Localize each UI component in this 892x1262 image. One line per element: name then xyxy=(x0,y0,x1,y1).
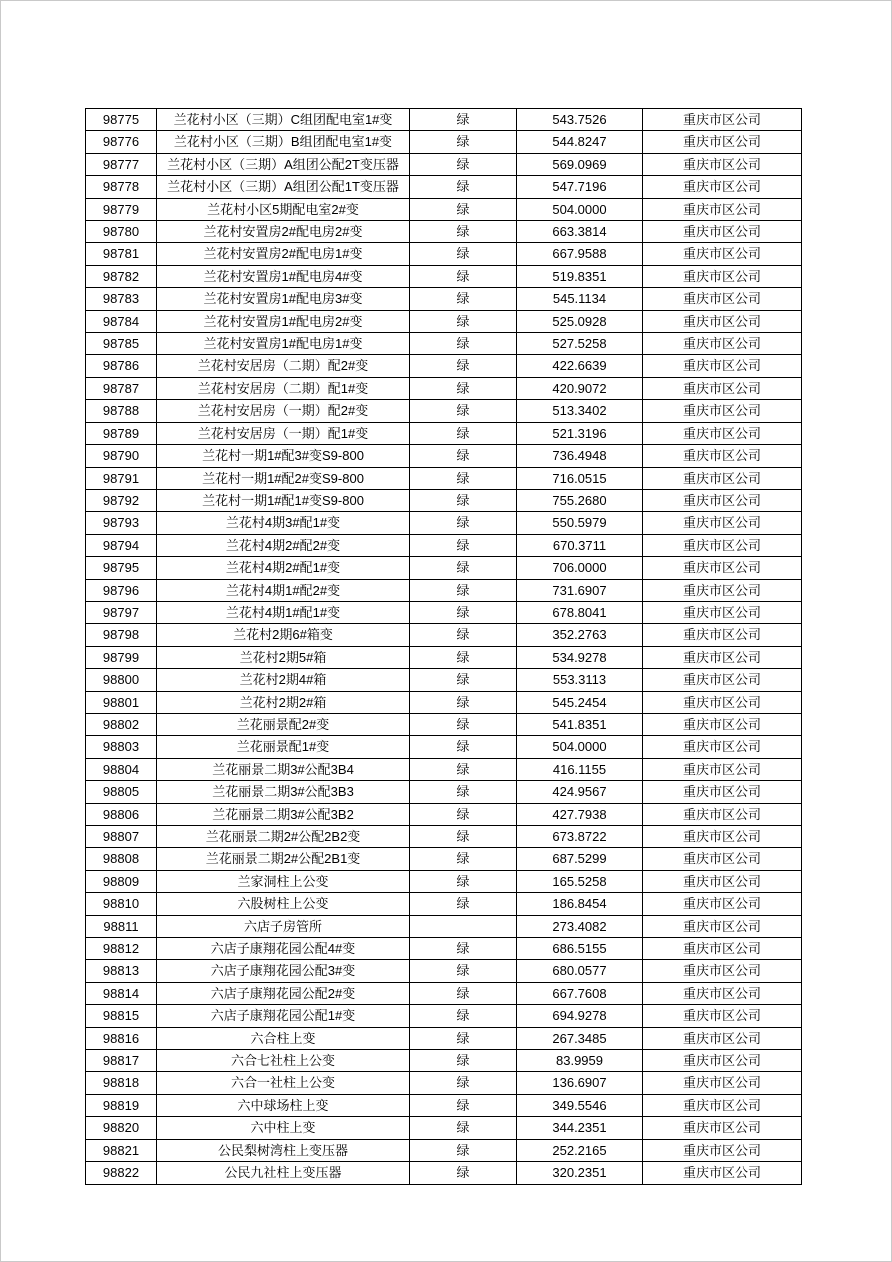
table-row xyxy=(86,489,802,511)
cell-name: 兰花村2期5#箱 xyxy=(157,646,410,668)
cell-name: 兰花村小区（三期）C组团配电室1#变 xyxy=(157,109,410,131)
cell-status: 绿 xyxy=(410,489,517,511)
table-row xyxy=(86,1139,802,1161)
cell-value: 422.6639 xyxy=(517,355,643,377)
cell-status: 绿 xyxy=(410,982,517,1004)
cell-name: 六店子房管所 xyxy=(157,915,410,937)
cell-id: 98796 xyxy=(86,579,157,601)
cell-id: 98792 xyxy=(86,489,157,511)
cell-name: 六合一社柱上公变 xyxy=(157,1072,410,1094)
cell-name: 兰花村一期1#配3#变S9-800 xyxy=(157,445,410,467)
cell-value: 547.7196 xyxy=(517,176,643,198)
cell-name: 兰花丽景配1#变 xyxy=(157,736,410,758)
cell-id: 98778 xyxy=(86,176,157,198)
cell-company: 重庆市区公司 xyxy=(643,781,802,803)
table-row xyxy=(86,870,802,892)
cell-value: 541.8351 xyxy=(517,713,643,735)
table-row xyxy=(86,557,802,579)
cell-id: 98819 xyxy=(86,1094,157,1116)
cell-name: 兰家洞柱上公变 xyxy=(157,870,410,892)
cell-value: 349.5546 xyxy=(517,1094,643,1116)
cell-id: 98820 xyxy=(86,1117,157,1139)
cell-value: 527.5258 xyxy=(517,333,643,355)
cell-name: 兰花村安置房1#配电房3#变 xyxy=(157,288,410,310)
table-row xyxy=(86,109,802,131)
cell-id: 98799 xyxy=(86,646,157,668)
table-row xyxy=(86,534,802,556)
cell-id: 98784 xyxy=(86,310,157,332)
cell-id: 98780 xyxy=(86,221,157,243)
table-row xyxy=(86,1005,802,1027)
cell-id: 98795 xyxy=(86,557,157,579)
cell-company: 重庆市区公司 xyxy=(643,624,802,646)
cell-value: 427.7938 xyxy=(517,803,643,825)
cell-status: 绿 xyxy=(410,198,517,220)
cell-company: 重庆市区公司 xyxy=(643,176,802,198)
cell-name: 六店子康翔花园公配4#变 xyxy=(157,938,410,960)
table-row xyxy=(86,265,802,287)
cell-name: 兰花村安居房（一期）配2#变 xyxy=(157,400,410,422)
cell-status: 绿 xyxy=(410,176,517,198)
cell-status: 绿 xyxy=(410,400,517,422)
cell-id: 98775 xyxy=(86,109,157,131)
cell-status: 绿 xyxy=(410,624,517,646)
cell-name: 兰花村安居房（二期）配2#变 xyxy=(157,355,410,377)
cell-id: 98782 xyxy=(86,265,157,287)
cell-status: 绿 xyxy=(410,377,517,399)
table-row xyxy=(86,400,802,422)
cell-value: 545.2454 xyxy=(517,691,643,713)
cell-name: 兰花村一期1#配2#变S9-800 xyxy=(157,467,410,489)
cell-value: 83.9959 xyxy=(517,1050,643,1072)
cell-status: 绿 xyxy=(410,355,517,377)
cell-value: 165.5258 xyxy=(517,870,643,892)
cell-company: 重庆市区公司 xyxy=(643,1117,802,1139)
cell-value: 545.1134 xyxy=(517,288,643,310)
cell-status xyxy=(410,915,517,937)
cell-value: 519.8351 xyxy=(517,265,643,287)
cell-company: 重庆市区公司 xyxy=(643,1005,802,1027)
cell-status: 绿 xyxy=(410,1072,517,1094)
cell-status: 绿 xyxy=(410,646,517,668)
table-row xyxy=(86,826,802,848)
cell-id: 98812 xyxy=(86,938,157,960)
table-row xyxy=(86,467,802,489)
cell-value: 504.0000 xyxy=(517,736,643,758)
cell-name: 兰花村4期2#配1#变 xyxy=(157,557,410,579)
table-row xyxy=(86,176,802,198)
cell-status: 绿 xyxy=(410,601,517,623)
cell-id: 98794 xyxy=(86,534,157,556)
cell-name: 六合七社柱上公变 xyxy=(157,1050,410,1072)
cell-status: 绿 xyxy=(410,1162,517,1184)
cell-id: 98800 xyxy=(86,669,157,691)
cell-company: 重庆市区公司 xyxy=(643,512,802,534)
cell-status: 绿 xyxy=(410,265,517,287)
cell-company: 重庆市区公司 xyxy=(643,422,802,444)
table-row xyxy=(86,198,802,220)
cell-value: 706.0000 xyxy=(517,557,643,579)
table-row xyxy=(86,938,802,960)
cell-name: 六店子康翔花园公配3#变 xyxy=(157,960,410,982)
cell-name: 兰花村2期2#箱 xyxy=(157,691,410,713)
cell-company: 重庆市区公司 xyxy=(643,1094,802,1116)
cell-name: 兰花村小区（三期）A组团公配1T变压器 xyxy=(157,176,410,198)
cell-value: 686.5155 xyxy=(517,938,643,960)
cell-name: 兰花村安居房（二期）配1#变 xyxy=(157,377,410,399)
cell-status: 绿 xyxy=(410,243,517,265)
cell-id: 98808 xyxy=(86,848,157,870)
cell-id: 98785 xyxy=(86,333,157,355)
cell-value: 694.9278 xyxy=(517,1005,643,1027)
cell-id: 98798 xyxy=(86,624,157,646)
cell-name: 兰花村小区5期配电室2#变 xyxy=(157,198,410,220)
cell-status: 绿 xyxy=(410,1005,517,1027)
cell-name: 公民九社柱上变压器 xyxy=(157,1162,410,1184)
cell-company: 重庆市区公司 xyxy=(643,960,802,982)
cell-id: 98806 xyxy=(86,803,157,825)
cell-value: 252.2165 xyxy=(517,1139,643,1161)
cell-name: 兰花丽景二期3#公配3B4 xyxy=(157,758,410,780)
cell-value: 667.7608 xyxy=(517,982,643,1004)
cell-status: 绿 xyxy=(410,870,517,892)
cell-status: 绿 xyxy=(410,691,517,713)
cell-status: 绿 xyxy=(410,1139,517,1161)
cell-status: 绿 xyxy=(410,109,517,131)
cell-status: 绿 xyxy=(410,893,517,915)
cell-id: 98805 xyxy=(86,781,157,803)
table-row xyxy=(86,915,802,937)
cell-name: 六股树柱上公变 xyxy=(157,893,410,915)
table-row xyxy=(86,893,802,915)
cell-company: 重庆市区公司 xyxy=(643,803,802,825)
table-row xyxy=(86,803,802,825)
cell-id: 98783 xyxy=(86,288,157,310)
cell-name: 兰花村2期4#箱 xyxy=(157,669,410,691)
cell-id: 98815 xyxy=(86,1005,157,1027)
cell-name: 兰花村安置房1#配电房4#变 xyxy=(157,265,410,287)
cell-value: 513.3402 xyxy=(517,400,643,422)
cell-company: 重庆市区公司 xyxy=(643,915,802,937)
cell-value: 673.8722 xyxy=(517,826,643,848)
cell-status: 绿 xyxy=(410,781,517,803)
cell-company: 重庆市区公司 xyxy=(643,1050,802,1072)
table-row xyxy=(86,579,802,601)
table-row xyxy=(86,646,802,668)
cell-status: 绿 xyxy=(410,1050,517,1072)
table-row xyxy=(86,848,802,870)
cell-value: 344.2351 xyxy=(517,1117,643,1139)
cell-status: 绿 xyxy=(410,713,517,735)
table-row xyxy=(86,131,802,153)
cell-value: 424.9567 xyxy=(517,781,643,803)
cell-name: 兰花村安居房（一期）配1#变 xyxy=(157,422,410,444)
cell-value: 731.6907 xyxy=(517,579,643,601)
cell-name: 兰花丽景二期2#公配2B2变 xyxy=(157,826,410,848)
table-row xyxy=(86,153,802,175)
cell-company: 重庆市区公司 xyxy=(643,355,802,377)
table-row xyxy=(86,781,802,803)
cell-id: 98817 xyxy=(86,1050,157,1072)
cell-value: 678.8041 xyxy=(517,601,643,623)
cell-status: 绿 xyxy=(410,467,517,489)
cell-id: 98814 xyxy=(86,982,157,1004)
cell-id: 98821 xyxy=(86,1139,157,1161)
cell-id: 98813 xyxy=(86,960,157,982)
cell-company: 重庆市区公司 xyxy=(643,601,802,623)
cell-value: 687.5299 xyxy=(517,848,643,870)
table-row xyxy=(86,736,802,758)
cell-id: 98803 xyxy=(86,736,157,758)
cell-status: 绿 xyxy=(410,826,517,848)
cell-name: 六中球场柱上变 xyxy=(157,1094,410,1116)
cell-company: 重庆市区公司 xyxy=(643,109,802,131)
cell-status: 绿 xyxy=(410,131,517,153)
cell-status: 绿 xyxy=(410,534,517,556)
cell-status: 绿 xyxy=(410,1094,517,1116)
cell-value: 553.3113 xyxy=(517,669,643,691)
cell-company: 重庆市区公司 xyxy=(643,534,802,556)
cell-value: 273.4082 xyxy=(517,915,643,937)
table-row xyxy=(86,1027,802,1049)
cell-company: 重庆市区公司 xyxy=(643,333,802,355)
cell-status: 绿 xyxy=(410,1117,517,1139)
cell-company: 重庆市区公司 xyxy=(643,557,802,579)
cell-status: 绿 xyxy=(410,153,517,175)
cell-status: 绿 xyxy=(410,422,517,444)
cell-value: 504.0000 xyxy=(517,198,643,220)
table-row xyxy=(86,445,802,467)
cell-company: 重庆市区公司 xyxy=(643,445,802,467)
cell-name: 兰花村4期1#配1#变 xyxy=(157,601,410,623)
cell-id: 98802 xyxy=(86,713,157,735)
equipment-table xyxy=(85,108,802,1185)
cell-status: 绿 xyxy=(410,736,517,758)
cell-id: 98791 xyxy=(86,467,157,489)
cell-value: 267.3485 xyxy=(517,1027,643,1049)
table-body xyxy=(86,109,802,1185)
cell-value: 550.5979 xyxy=(517,512,643,534)
cell-value: 420.9072 xyxy=(517,377,643,399)
cell-name: 兰花村安置房2#配电房2#变 xyxy=(157,221,410,243)
cell-company: 重庆市区公司 xyxy=(643,758,802,780)
cell-id: 98793 xyxy=(86,512,157,534)
cell-value: 667.9588 xyxy=(517,243,643,265)
cell-status: 绿 xyxy=(410,669,517,691)
cell-name: 兰花村小区（三期）B组团配电室1#变 xyxy=(157,131,410,153)
cell-company: 重庆市区公司 xyxy=(643,713,802,735)
table-row xyxy=(86,713,802,735)
cell-id: 98786 xyxy=(86,355,157,377)
cell-id: 98801 xyxy=(86,691,157,713)
cell-company: 重庆市区公司 xyxy=(643,400,802,422)
cell-name: 六店子康翔花园公配2#变 xyxy=(157,982,410,1004)
cell-name: 兰花村4期1#配2#变 xyxy=(157,579,410,601)
table-row xyxy=(86,310,802,332)
cell-status: 绿 xyxy=(410,938,517,960)
cell-company: 重庆市区公司 xyxy=(643,489,802,511)
cell-name: 兰花村2期6#箱变 xyxy=(157,624,410,646)
cell-status: 绿 xyxy=(410,221,517,243)
cell-name: 六合柱上变 xyxy=(157,1027,410,1049)
cell-value: 543.7526 xyxy=(517,109,643,131)
cell-status: 绿 xyxy=(410,333,517,355)
cell-value: 525.0928 xyxy=(517,310,643,332)
cell-value: 320.2351 xyxy=(517,1162,643,1184)
cell-status: 绿 xyxy=(410,803,517,825)
cell-name: 六中柱上变 xyxy=(157,1117,410,1139)
cell-company: 重庆市区公司 xyxy=(643,579,802,601)
table-row xyxy=(86,243,802,265)
cell-status: 绿 xyxy=(410,310,517,332)
cell-company: 重庆市区公司 xyxy=(643,243,802,265)
cell-company: 重庆市区公司 xyxy=(643,691,802,713)
cell-company: 重庆市区公司 xyxy=(643,467,802,489)
cell-id: 98807 xyxy=(86,826,157,848)
table-row xyxy=(86,982,802,1004)
cell-company: 重庆市区公司 xyxy=(643,938,802,960)
cell-id: 98809 xyxy=(86,870,157,892)
table-row xyxy=(86,1094,802,1116)
cell-id: 98811 xyxy=(86,915,157,937)
cell-value: 534.9278 xyxy=(517,646,643,668)
table-row xyxy=(86,601,802,623)
table-row xyxy=(86,333,802,355)
cell-company: 重庆市区公司 xyxy=(643,288,802,310)
cell-value: 544.8247 xyxy=(517,131,643,153)
cell-company: 重庆市区公司 xyxy=(643,646,802,668)
cell-company: 重庆市区公司 xyxy=(643,1139,802,1161)
cell-name: 兰花丽景二期3#公配3B2 xyxy=(157,803,410,825)
cell-value: 136.6907 xyxy=(517,1072,643,1094)
cell-id: 98816 xyxy=(86,1027,157,1049)
cell-value: 352.2763 xyxy=(517,624,643,646)
cell-name: 六店子康翔花园公配1#变 xyxy=(157,1005,410,1027)
table-row xyxy=(86,960,802,982)
cell-company: 重庆市区公司 xyxy=(643,848,802,870)
cell-value: 521.3196 xyxy=(517,422,643,444)
table-row xyxy=(86,288,802,310)
cell-company: 重庆市区公司 xyxy=(643,736,802,758)
cell-value: 186.8454 xyxy=(517,893,643,915)
cell-id: 98787 xyxy=(86,377,157,399)
cell-name: 兰花村安置房2#配电房1#变 xyxy=(157,243,410,265)
cell-company: 重庆市区公司 xyxy=(643,1072,802,1094)
cell-status: 绿 xyxy=(410,557,517,579)
cell-id: 98797 xyxy=(86,601,157,623)
cell-company: 重庆市区公司 xyxy=(643,310,802,332)
cell-id: 98790 xyxy=(86,445,157,467)
cell-id: 98818 xyxy=(86,1072,157,1094)
cell-id: 98777 xyxy=(86,153,157,175)
cell-id: 98788 xyxy=(86,400,157,422)
cell-name: 兰花丽景二期2#公配2B1变 xyxy=(157,848,410,870)
cell-company: 重庆市区公司 xyxy=(643,377,802,399)
cell-value: 416.1155 xyxy=(517,758,643,780)
cell-company: 重庆市区公司 xyxy=(643,1027,802,1049)
table-row xyxy=(86,377,802,399)
table-row xyxy=(86,355,802,377)
cell-id: 98789 xyxy=(86,422,157,444)
cell-name: 兰花丽景配2#变 xyxy=(157,713,410,735)
table-row xyxy=(86,691,802,713)
table-row xyxy=(86,1117,802,1139)
table-row xyxy=(86,221,802,243)
cell-company: 重庆市区公司 xyxy=(643,826,802,848)
cell-status: 绿 xyxy=(410,960,517,982)
cell-status: 绿 xyxy=(410,445,517,467)
cell-company: 重庆市区公司 xyxy=(643,982,802,1004)
cell-value: 569.0969 xyxy=(517,153,643,175)
cell-value: 663.3814 xyxy=(517,221,643,243)
cell-name: 公民梨树湾柱上变压器 xyxy=(157,1139,410,1161)
cell-name: 兰花村安置房1#配电房2#变 xyxy=(157,310,410,332)
cell-status: 绿 xyxy=(410,579,517,601)
cell-name: 兰花丽景二期3#公配3B3 xyxy=(157,781,410,803)
cell-status: 绿 xyxy=(410,848,517,870)
cell-status: 绿 xyxy=(410,512,517,534)
cell-id: 98810 xyxy=(86,893,157,915)
table-row xyxy=(86,512,802,534)
cell-company: 重庆市区公司 xyxy=(643,1162,802,1184)
cell-value: 755.2680 xyxy=(517,489,643,511)
cell-status: 绿 xyxy=(410,1027,517,1049)
cell-status: 绿 xyxy=(410,288,517,310)
cell-company: 重庆市区公司 xyxy=(643,893,802,915)
cell-name: 兰花村小区（三期）A组团公配2T变压器 xyxy=(157,153,410,175)
cell-id: 98822 xyxy=(86,1162,157,1184)
cell-company: 重庆市区公司 xyxy=(643,870,802,892)
cell-name: 兰花村一期1#配1#变S9-800 xyxy=(157,489,410,511)
cell-status: 绿 xyxy=(410,758,517,780)
table-row xyxy=(86,758,802,780)
table-row xyxy=(86,624,802,646)
cell-company: 重庆市区公司 xyxy=(643,153,802,175)
cell-company: 重庆市区公司 xyxy=(643,669,802,691)
cell-name: 兰花村4期3#配1#变 xyxy=(157,512,410,534)
cell-company: 重庆市区公司 xyxy=(643,131,802,153)
table-row xyxy=(86,422,802,444)
table-row xyxy=(86,669,802,691)
cell-id: 98779 xyxy=(86,198,157,220)
cell-id: 98776 xyxy=(86,131,157,153)
cell-name: 兰花村4期2#配2#变 xyxy=(157,534,410,556)
cell-value: 680.0577 xyxy=(517,960,643,982)
table-row xyxy=(86,1072,802,1094)
cell-name: 兰花村安置房1#配电房1#变 xyxy=(157,333,410,355)
cell-company: 重庆市区公司 xyxy=(643,198,802,220)
cell-id: 98781 xyxy=(86,243,157,265)
cell-id: 98804 xyxy=(86,758,157,780)
table-row xyxy=(86,1162,802,1184)
cell-value: 716.0515 xyxy=(517,467,643,489)
table-row xyxy=(86,1050,802,1072)
cell-company: 重庆市区公司 xyxy=(643,221,802,243)
cell-value: 670.3711 xyxy=(517,534,643,556)
cell-company: 重庆市区公司 xyxy=(643,265,802,287)
cell-value: 736.4948 xyxy=(517,445,643,467)
